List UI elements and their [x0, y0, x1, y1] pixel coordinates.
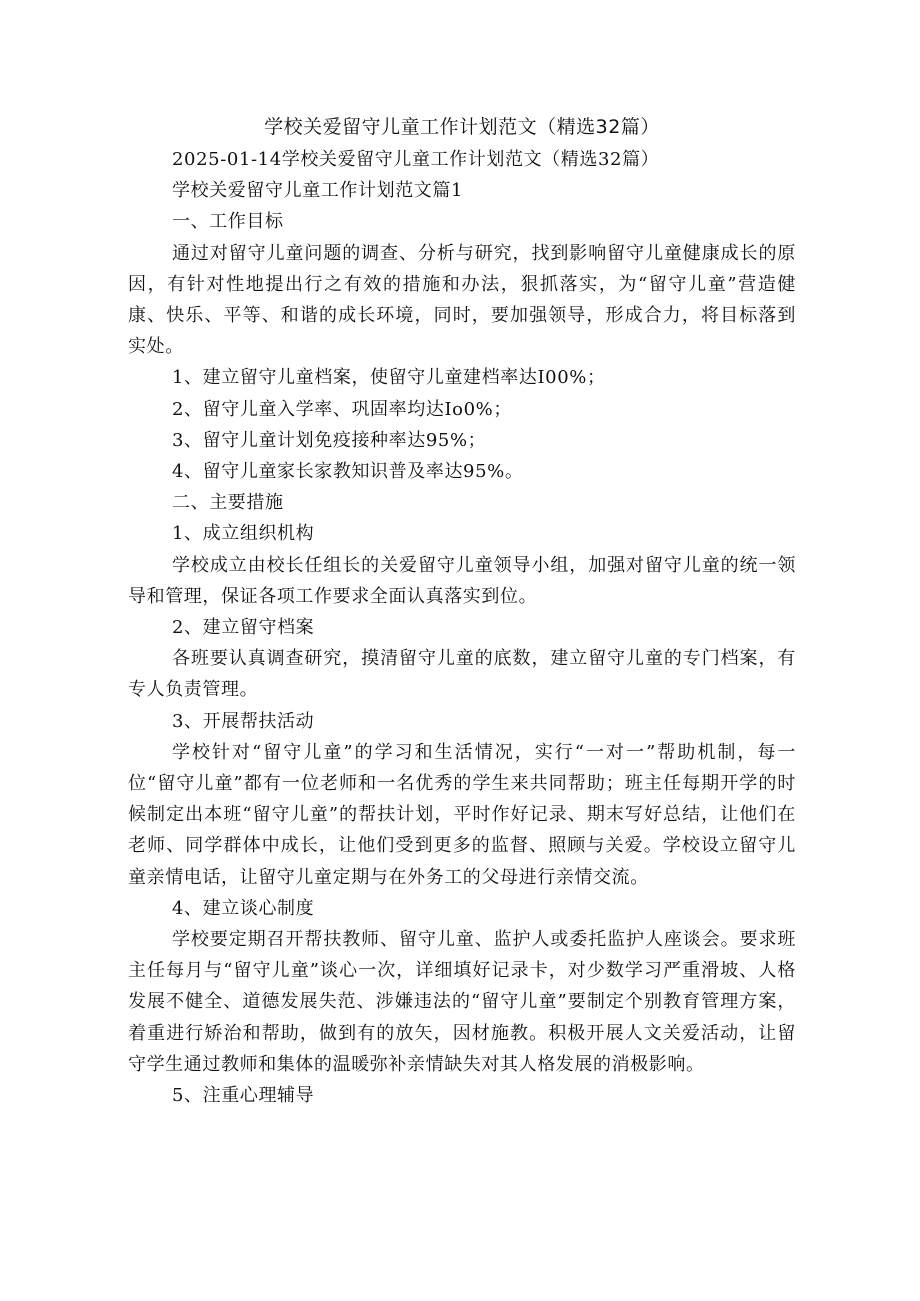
body-paragraph: 学校针对“留守儿童”的学习和生活情况，实行“一对一”帮助机制，每一位“留守儿童”都有一位老师和一名优秀的学生来共同帮助；班主任每期开学的时候制定出本班“留守儿童”的帮扶计划，平时作好记录、期末写好总结，让他们在老师、同学群体中成长，让他们受到更多的监督、照顾与关爱。学校设立留守儿童亲情电话，让留守儿童定期与在外务工的父母进行亲情交流。	[128, 741, 796, 888]
subsection-heading: 4、建立谈心制度	[172, 897, 315, 919]
subsection-heading: 5、注重心理辅导	[172, 1085, 315, 1107]
list-item: 2、留守儿童入学率、巩固率均达Io0%；	[172, 398, 512, 420]
document-title: 学校关爱留守儿童工作计划范文（精选32篇）	[264, 116, 660, 138]
list-item: 3、留守儿童计划免疫接种率达95%；	[172, 429, 487, 451]
subsection-heading: 1、成立组织机构	[172, 523, 315, 545]
list-item: 4、留守儿童家长家教知识普及率达95%。	[172, 461, 524, 483]
subsection-heading: 2、建立留守档案	[172, 617, 315, 639]
body-paragraph: 学校成立由校长任组长的关爱留守儿童领导小组，加强对留守儿童的统一领导和管理，保证各项工作要求全面认真落实到位。	[128, 554, 796, 607]
document-body	[128, 144, 796, 1111]
section-heading: 学校关爱留守儿童工作计划范文篇1	[172, 180, 464, 202]
body-paragraph: 通过对留守儿童问题的调查、分析与研究，找到影响留守儿童健康成长的原因，有针对性地提出行之有效的措施和办法，狠抓落实，为“留守儿童”营造健康、快乐、平等、和谐的成长环境，同时，要加强领导，形成合力，将目标落到实处。	[128, 242, 796, 358]
date-line: 2025-01-14学校关爱留守儿童工作计划范文（精选32篇）	[172, 149, 660, 170]
section-heading: 一、工作目标	[172, 211, 284, 233]
subsection-heading: 3、开展帮扶活动	[172, 710, 315, 732]
section-heading: 二、主要措施	[172, 492, 284, 514]
body-paragraph: 学校要定期召开帮扶教师、留守儿童、监护人或委托监护人座谈会。要求班主任每月与“留守儿童”谈心一次，详细填好记录卡，对少数学习严重滑坡、人格发展不健全、道德发展失范、涉嫌违法的“留守儿童”要制定个别教育管理方案，着重进行矫治和帮助，做到有的放矢，因材施教。积极开展人文关爱活动，让留守学生通过教师和集体的温暖弥补亲情缺失对其人格发展的消极影响。	[128, 929, 796, 1075]
list-item: 1、建立留守儿童档案，使留守儿童建档率达I00%；	[172, 367, 606, 389]
body-paragraph: 各班要认真调查研究，摸清留守儿童的底数，建立留守儿童的专门档案，有专人负责管理。	[128, 648, 796, 701]
